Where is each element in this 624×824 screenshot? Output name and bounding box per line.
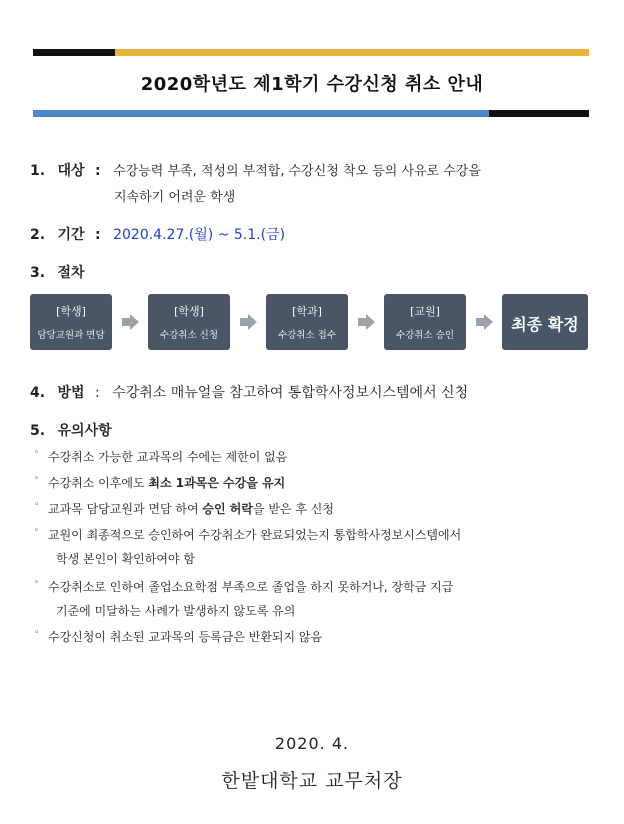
- procedure-flow: [30, 294, 588, 350]
- flow-step-desc: 담당교원과 면담: [37, 330, 105, 341]
- top-rule-dark: [33, 49, 115, 56]
- bullet-icon: ◦: [34, 448, 40, 458]
- bottom-rule: [33, 110, 589, 117]
- section-body: 수강능력 부족, 적성의 부적합, 수강신청 착오 등의 사유로 수강을: [113, 164, 481, 179]
- note-text: 기준에 미달하는 사례가 발생하지 않도록 유의: [56, 604, 296, 618]
- note-emphasis: 승인 허락: [202, 502, 253, 516]
- flow-step-4: [384, 294, 466, 350]
- section-colon: :: [95, 385, 100, 401]
- section-number: 1.: [30, 163, 46, 179]
- section-heading: 유의사항: [57, 423, 112, 439]
- note-text: 수강취소 이후에도: [48, 476, 149, 490]
- note-text: 수강신청이 취소된 교과목의 등록금은 반환되지 않음: [48, 630, 323, 644]
- bullet-icon: ◦: [34, 526, 40, 536]
- document-title: 2020학년도 제1학기 수강신청 취소 안내: [140, 74, 484, 95]
- section-procedure: [30, 262, 85, 282]
- section-period: [30, 224, 285, 244]
- section-heading: 대상: [57, 163, 85, 179]
- bullet-icon: ◦: [34, 628, 40, 638]
- note-text: 수강취소로 인하여 졸업소요학점 부족으로 졸업을 하지 못하거나, 장학금 지급: [48, 580, 454, 594]
- issuing-office: 한밭대학교 교무처장: [221, 770, 403, 792]
- flow-step-tag: [학과]: [292, 305, 322, 318]
- flow-step-3: [266, 294, 348, 350]
- method-value: 수강취소 매뉴얼을 참고하여 통합학사정보시스템에서 신청: [112, 385, 469, 401]
- note-text: 수강취소 가능한 교과목의 수에는 제한이 없음: [48, 450, 288, 464]
- flow-final-label: 최종 확정: [511, 315, 579, 334]
- section-target: [30, 160, 481, 180]
- section-colon: :: [95, 163, 101, 179]
- bottom-rule-dark: [489, 110, 589, 117]
- bullet-icon: ◦: [34, 578, 40, 588]
- section-number: 5.: [30, 423, 46, 439]
- section-heading: 절차: [57, 265, 85, 281]
- flow-step-1: [30, 294, 112, 350]
- section-heading: 기간: [57, 227, 85, 243]
- top-rule-gold: [115, 49, 589, 56]
- flow-step-desc: 수강취소 접수: [277, 330, 337, 341]
- section-number: 3.: [30, 265, 46, 281]
- note-emphasis: 최소 1과목은 수강을 유지: [148, 476, 286, 490]
- section-heading: 방법: [57, 385, 85, 401]
- period-value: 2020.4.27.(월) ~ 5.1.(금): [113, 227, 286, 243]
- note-text: 학생 본인이 확인하여야 함: [56, 552, 195, 566]
- flow-step-tag: [학생]: [56, 305, 86, 318]
- section-body-continued: 지속하기 어려운 학생: [114, 190, 236, 205]
- note-text: 교과목 담당교원과 면담 하여: [48, 502, 203, 516]
- section-notes: [30, 420, 112, 440]
- flow-step-final: [502, 294, 588, 350]
- section-number: 2.: [30, 227, 46, 243]
- bullet-icon: ◦: [34, 474, 40, 484]
- top-rule: [33, 49, 589, 56]
- section-method: [30, 382, 468, 402]
- section-number: 4.: [30, 385, 46, 401]
- bottom-rule-blue: [33, 110, 489, 117]
- note-text: 교원이 최종적으로 승인하여 수강취소가 완료되었는지 통합학사정보시스템에서: [48, 528, 462, 542]
- issue-date: 2020. 4.: [274, 734, 350, 753]
- section-colon: :: [95, 227, 101, 243]
- flow-step-2: [148, 294, 230, 350]
- flow-step-desc: 수강취소 승인: [395, 330, 455, 341]
- flow-step-tag: [학생]: [174, 305, 204, 318]
- flow-step-tag: [교원]: [410, 305, 440, 318]
- note-text: 을 받은 후 신청: [252, 502, 334, 516]
- bullet-icon: ◦: [34, 500, 40, 510]
- flow-step-desc: 수강취소 신청: [159, 330, 219, 341]
